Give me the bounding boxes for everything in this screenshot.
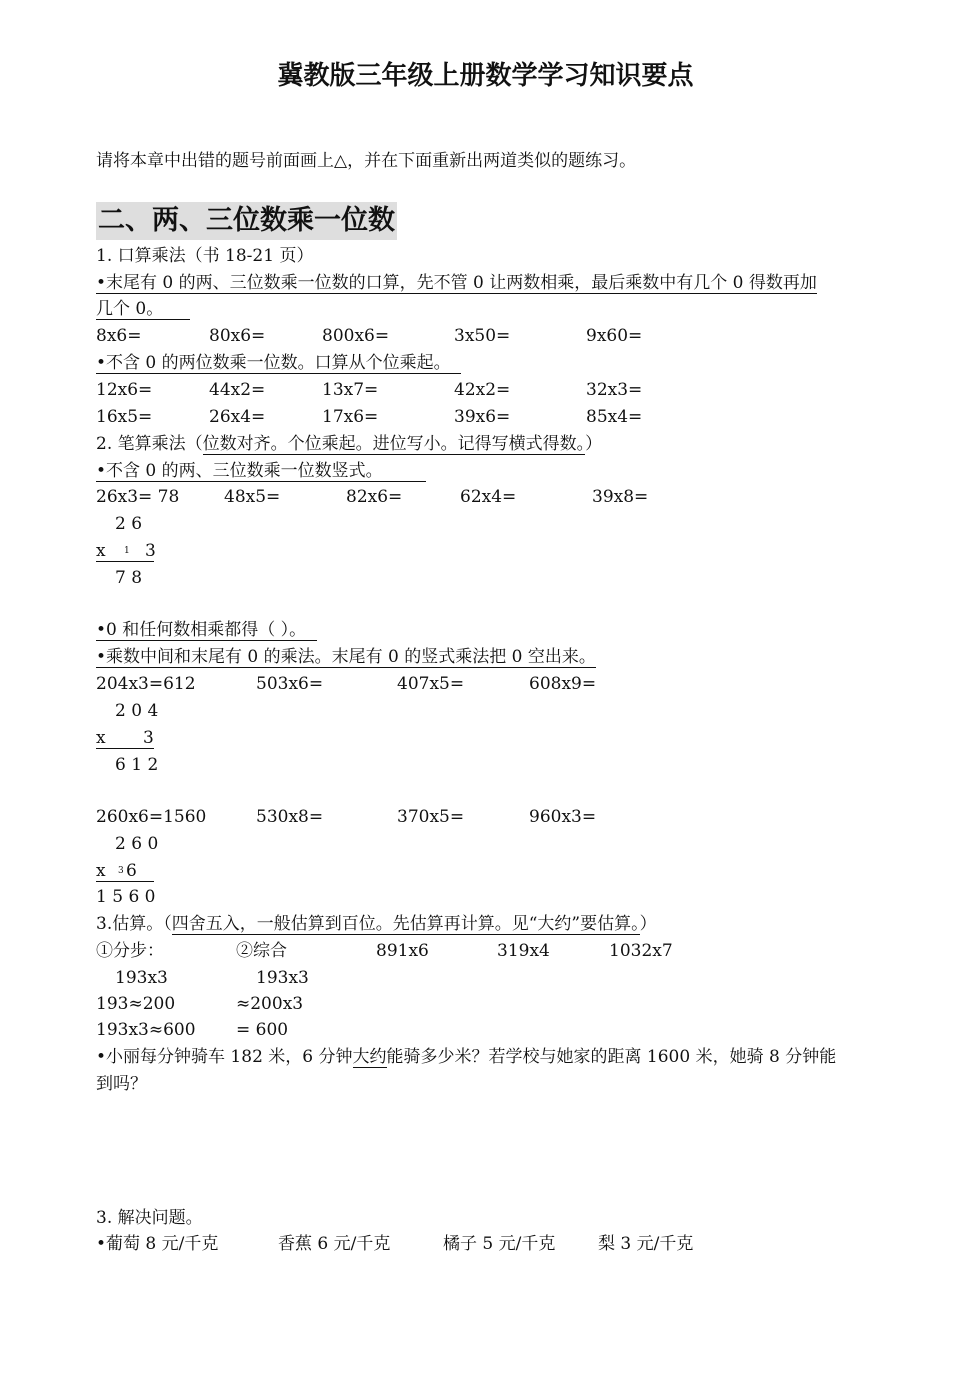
oral-problem: 44x2= [209,380,266,400]
price-item: •葡萄 8 元/千克 [96,1234,219,1254]
step-line: 193x3 [115,968,168,988]
carry-digit: 3 [118,866,124,876]
written-problem: 260x6=1560 [96,807,207,827]
oral-problem: 32x3= [586,380,643,400]
vertical-operator: x [96,728,106,748]
written-problem: 26x3= 78 [96,487,180,507]
page-title: 冀教版三年级上册数学学习知识要点 [277,61,694,91]
vertical-top-number: 2 0 4 [115,701,159,721]
vertical-rule-line [96,881,154,882]
step-method-label: ①分步： [96,941,164,961]
written-heading: 2. 笔算乘法（位数对齐。个位乘起。进位写小。记得写横式得数。） [96,434,603,454]
carry-digit: 1 [124,546,130,556]
vertical-rule-line [96,561,154,562]
price-item: 香蕉 6 元/千克 [278,1234,391,1254]
vertical-top-number: 2 6 0 [115,834,159,854]
oral-rule-2: •不含 0 的两位数乘一位数。口算从个位乘起。 [96,352,461,374]
vertical-result: 1 5 6 0 [96,887,156,907]
written-problem: 204x3=612 [96,674,196,694]
oral-problem: 39x6= [454,407,511,427]
estimate-problem: 1032x7 [609,941,673,961]
vertical-multiplier: 6 [126,861,137,881]
estimate-problem: 891x6 [376,941,429,961]
oral-problem: 42x2= [454,380,511,400]
solve-heading: 3. 解决问题。 [96,1208,203,1228]
vertical-result: 7 8 [115,568,143,588]
oral-problem: 16x5= [96,407,153,427]
oral-problem: 85x4= [586,407,643,427]
written-problem: 503x6= [256,674,324,694]
zero-rule: •0 和任何数相乘都得（ ）。 [96,619,317,641]
vertical-top-number: 2 6 [115,514,143,534]
vertical-multiplier: 3 [145,541,156,561]
vertical-result: 6 1 2 [115,755,159,775]
written-problem: 530x8= [256,807,324,827]
oral-problem: 800x6= [322,326,390,346]
oral-problem: 13x7= [322,380,379,400]
oral-problem: 26x4= [209,407,266,427]
vertical-rule-line [96,748,154,749]
oral-rule-1-line-2: 几个 0。 [96,298,190,320]
estimate-heading: 3.估算。（四舍五入，一般估算到百位。先估算再计算。见“大约”要估算。） [96,914,657,934]
step-line: 193≈200 [96,994,176,1014]
word-problem-line-2: 到吗？ [96,1074,147,1094]
written-problem: 608x9= [529,674,597,694]
written-problem: 960x3= [529,807,597,827]
vertical-operator: x [96,861,106,881]
written-problem: 370x5= [397,807,465,827]
written-problem: 39x8= [592,487,649,507]
estimate-problem: 319x4 [497,941,550,961]
written-problem: 407x5= [397,674,465,694]
combined-method-label: ②综合 [236,941,287,961]
section-heading: 二、两、三位数乘一位数 [96,202,397,240]
written-problem: 82x6= [346,487,403,507]
oral-problem: 80x6= [209,326,266,346]
combined-line: = 600 [236,1020,289,1040]
written-problem: 62x4= [460,487,517,507]
oral-problem: 17x6= [322,407,379,427]
written-rule-2: •乘数中间和末尾有 0 的乘法。末尾有 0 的竖式乘法把 0 空出来。 [96,647,596,667]
step-line: 193x3≈600 [96,1020,196,1040]
oral-problem: 9x60= [586,326,643,346]
instruction-text: 请将本章中出错的题号前面画上△，并在下面重新出两道类似的题练习。 [96,151,637,171]
oral-heading: 1. 口算乘法（书 18-21 页） [96,246,314,266]
vertical-multiplier: 3 [143,728,154,748]
written-problem: 48x5= [224,487,281,507]
price-item: 梨 3 元/千克 [598,1234,694,1254]
price-item: 橘子 5 元/千克 [443,1234,556,1254]
vertical-operator: x [96,541,106,561]
word-problem-line-1: •小丽每分钟骑车 182 米，6 分钟大约能骑多少米？若学校与她家的距离 1600 米，她骑 8 分钟能 [96,1047,837,1067]
oral-rule-1-line-1: •末尾有 0 的两、三位数乘一位数的口算，先不管 0 让两数相乘，最后乘数中有几个 0 得数再加 [96,273,817,293]
oral-problem: 8x6= [96,326,142,346]
oral-problem: 12x6= [96,380,153,400]
oral-problem: 3x50= [454,326,511,346]
combined-line: ≈200x3 [236,994,304,1014]
written-rule-1: •不含 0 的两、三位数乘一位数竖式。 [96,460,426,482]
combined-line: 193x3 [256,968,309,988]
